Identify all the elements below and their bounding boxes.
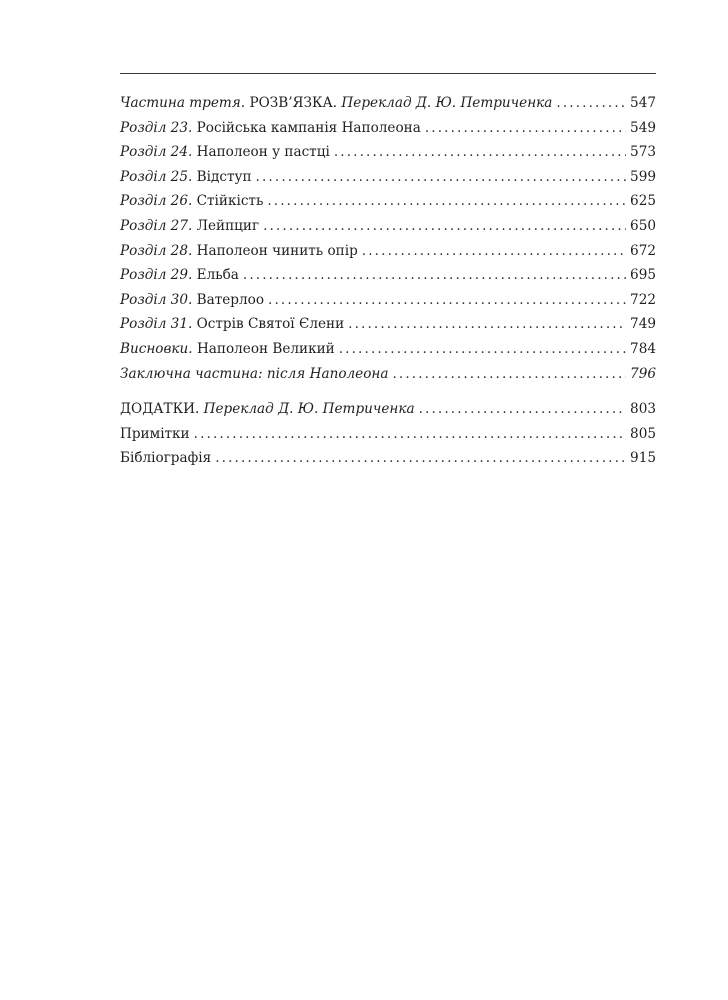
toc-entry-prefix: Розділ 28. <box>120 242 193 259</box>
toc-entry-chapter-25[interactable] <box>120 165 656 190</box>
toc-entry-title: Заключна частина: після Наполеона <box>120 365 389 382</box>
toc-entry-title: Стійкість <box>196 193 264 210</box>
dot-leader <box>334 140 626 165</box>
toc-entry-epilogue[interactable] <box>120 362 656 387</box>
toc-entry-prefix: Розділ 25. <box>120 168 193 185</box>
toc-entry-prefix: Розділ 24. <box>120 144 193 161</box>
toc-entry-chapter-29[interactable] <box>120 263 656 288</box>
toc-entry-page: 625 <box>630 193 656 210</box>
toc-entry-prefix: Розділ 29. <box>120 267 193 284</box>
toc-entry-page: 796 <box>630 365 656 382</box>
toc-entry-translator: Переклад Д. Ю. Петриченка <box>341 95 553 111</box>
toc-entry-prefix: Розділ 31. <box>120 316 193 333</box>
toc-entry-title: Лейпциг <box>196 217 260 234</box>
toc-entry-title: Російська кампанія Наполеона <box>196 119 421 136</box>
toc-entry-chapter-23[interactable] <box>120 116 656 141</box>
toc-entry-page: 803 <box>630 401 656 418</box>
toc-entry-prefix: Частина третя. <box>120 95 246 111</box>
toc-entry-appendices[interactable] <box>120 397 656 422</box>
dot-leader <box>256 165 627 190</box>
toc-entry-title: Наполеон у пастці <box>196 144 330 161</box>
toc-entry-prefix: Висновки. <box>120 340 193 357</box>
toc-entry-prefix: Розділ 23. <box>120 119 193 136</box>
toc-entry-notes[interactable] <box>120 422 656 447</box>
toc-entry-title: РОЗВ’ЯЗКА. <box>249 95 338 111</box>
toc-entry-chapter-26[interactable] <box>120 189 656 214</box>
toc-entry-page: 784 <box>630 340 656 357</box>
toc-entry-chapter-31[interactable] <box>120 312 656 337</box>
table-of-contents <box>120 91 656 471</box>
toc-entry-page: 547 <box>630 95 656 111</box>
dot-leader <box>215 446 626 471</box>
toc-entry-prefix: Розділ 27. <box>120 217 193 234</box>
dot-leader <box>419 397 626 422</box>
toc-entry-chapter-24[interactable] <box>120 140 656 165</box>
toc-entry-title: Ельба <box>196 267 239 284</box>
toc-entry-title: Примітки <box>120 425 190 442</box>
dot-leader <box>425 116 626 141</box>
toc-entry-translator: Переклад Д. Ю. Петриченка <box>203 401 415 418</box>
toc-entry-prefix: Розділ 30. <box>120 291 193 308</box>
toc-entry-conclusions[interactable] <box>120 337 656 362</box>
toc-entry-chapter-27[interactable] <box>120 214 656 239</box>
toc-entry-title: Відступ <box>196 168 252 185</box>
toc-entry-title: Наполеон чинить опір <box>196 242 358 259</box>
dot-leader <box>243 263 626 288</box>
dot-leader <box>263 214 626 239</box>
toc-entry-title: Бібліографія <box>120 450 212 467</box>
toc-entry-title: Ватерлоо <box>196 291 265 308</box>
toc-entry-page: 695 <box>630 267 656 284</box>
toc-entry-page: 722 <box>630 291 656 308</box>
toc-entry-page: 672 <box>630 242 656 259</box>
dot-leader <box>556 91 626 116</box>
toc-entry-page: 549 <box>630 119 656 136</box>
toc-entry-prefix: Розділ 26. <box>120 193 193 210</box>
dot-leader <box>268 288 626 313</box>
toc-entry-title: Острів Святої Єлени <box>196 316 345 333</box>
toc-entry-page: 805 <box>630 425 656 442</box>
toc-entry-bibliography[interactable] <box>120 446 656 471</box>
toc-entry-chapter-28[interactable] <box>120 239 656 264</box>
dot-leader <box>267 189 626 214</box>
toc-entry-page: 599 <box>630 168 656 185</box>
dot-leader <box>194 422 626 447</box>
dot-leader <box>348 312 626 337</box>
dot-leader <box>362 239 626 264</box>
toc-entry-chapter-30[interactable] <box>120 288 656 313</box>
toc-entry-page: 915 <box>630 450 656 467</box>
toc-entry-title: ДОДАТКИ. <box>120 401 200 418</box>
toc-entry-page: 650 <box>630 217 656 234</box>
toc-entry-title: Наполеон Великий <box>196 340 335 357</box>
toc-entry-part-three[interactable] <box>120 91 656 116</box>
toc-entry-page: 749 <box>630 316 656 333</box>
dot-leader <box>339 337 626 362</box>
top-rule <box>120 73 656 74</box>
dot-leader <box>392 362 626 387</box>
toc-entry-page: 573 <box>630 144 656 161</box>
